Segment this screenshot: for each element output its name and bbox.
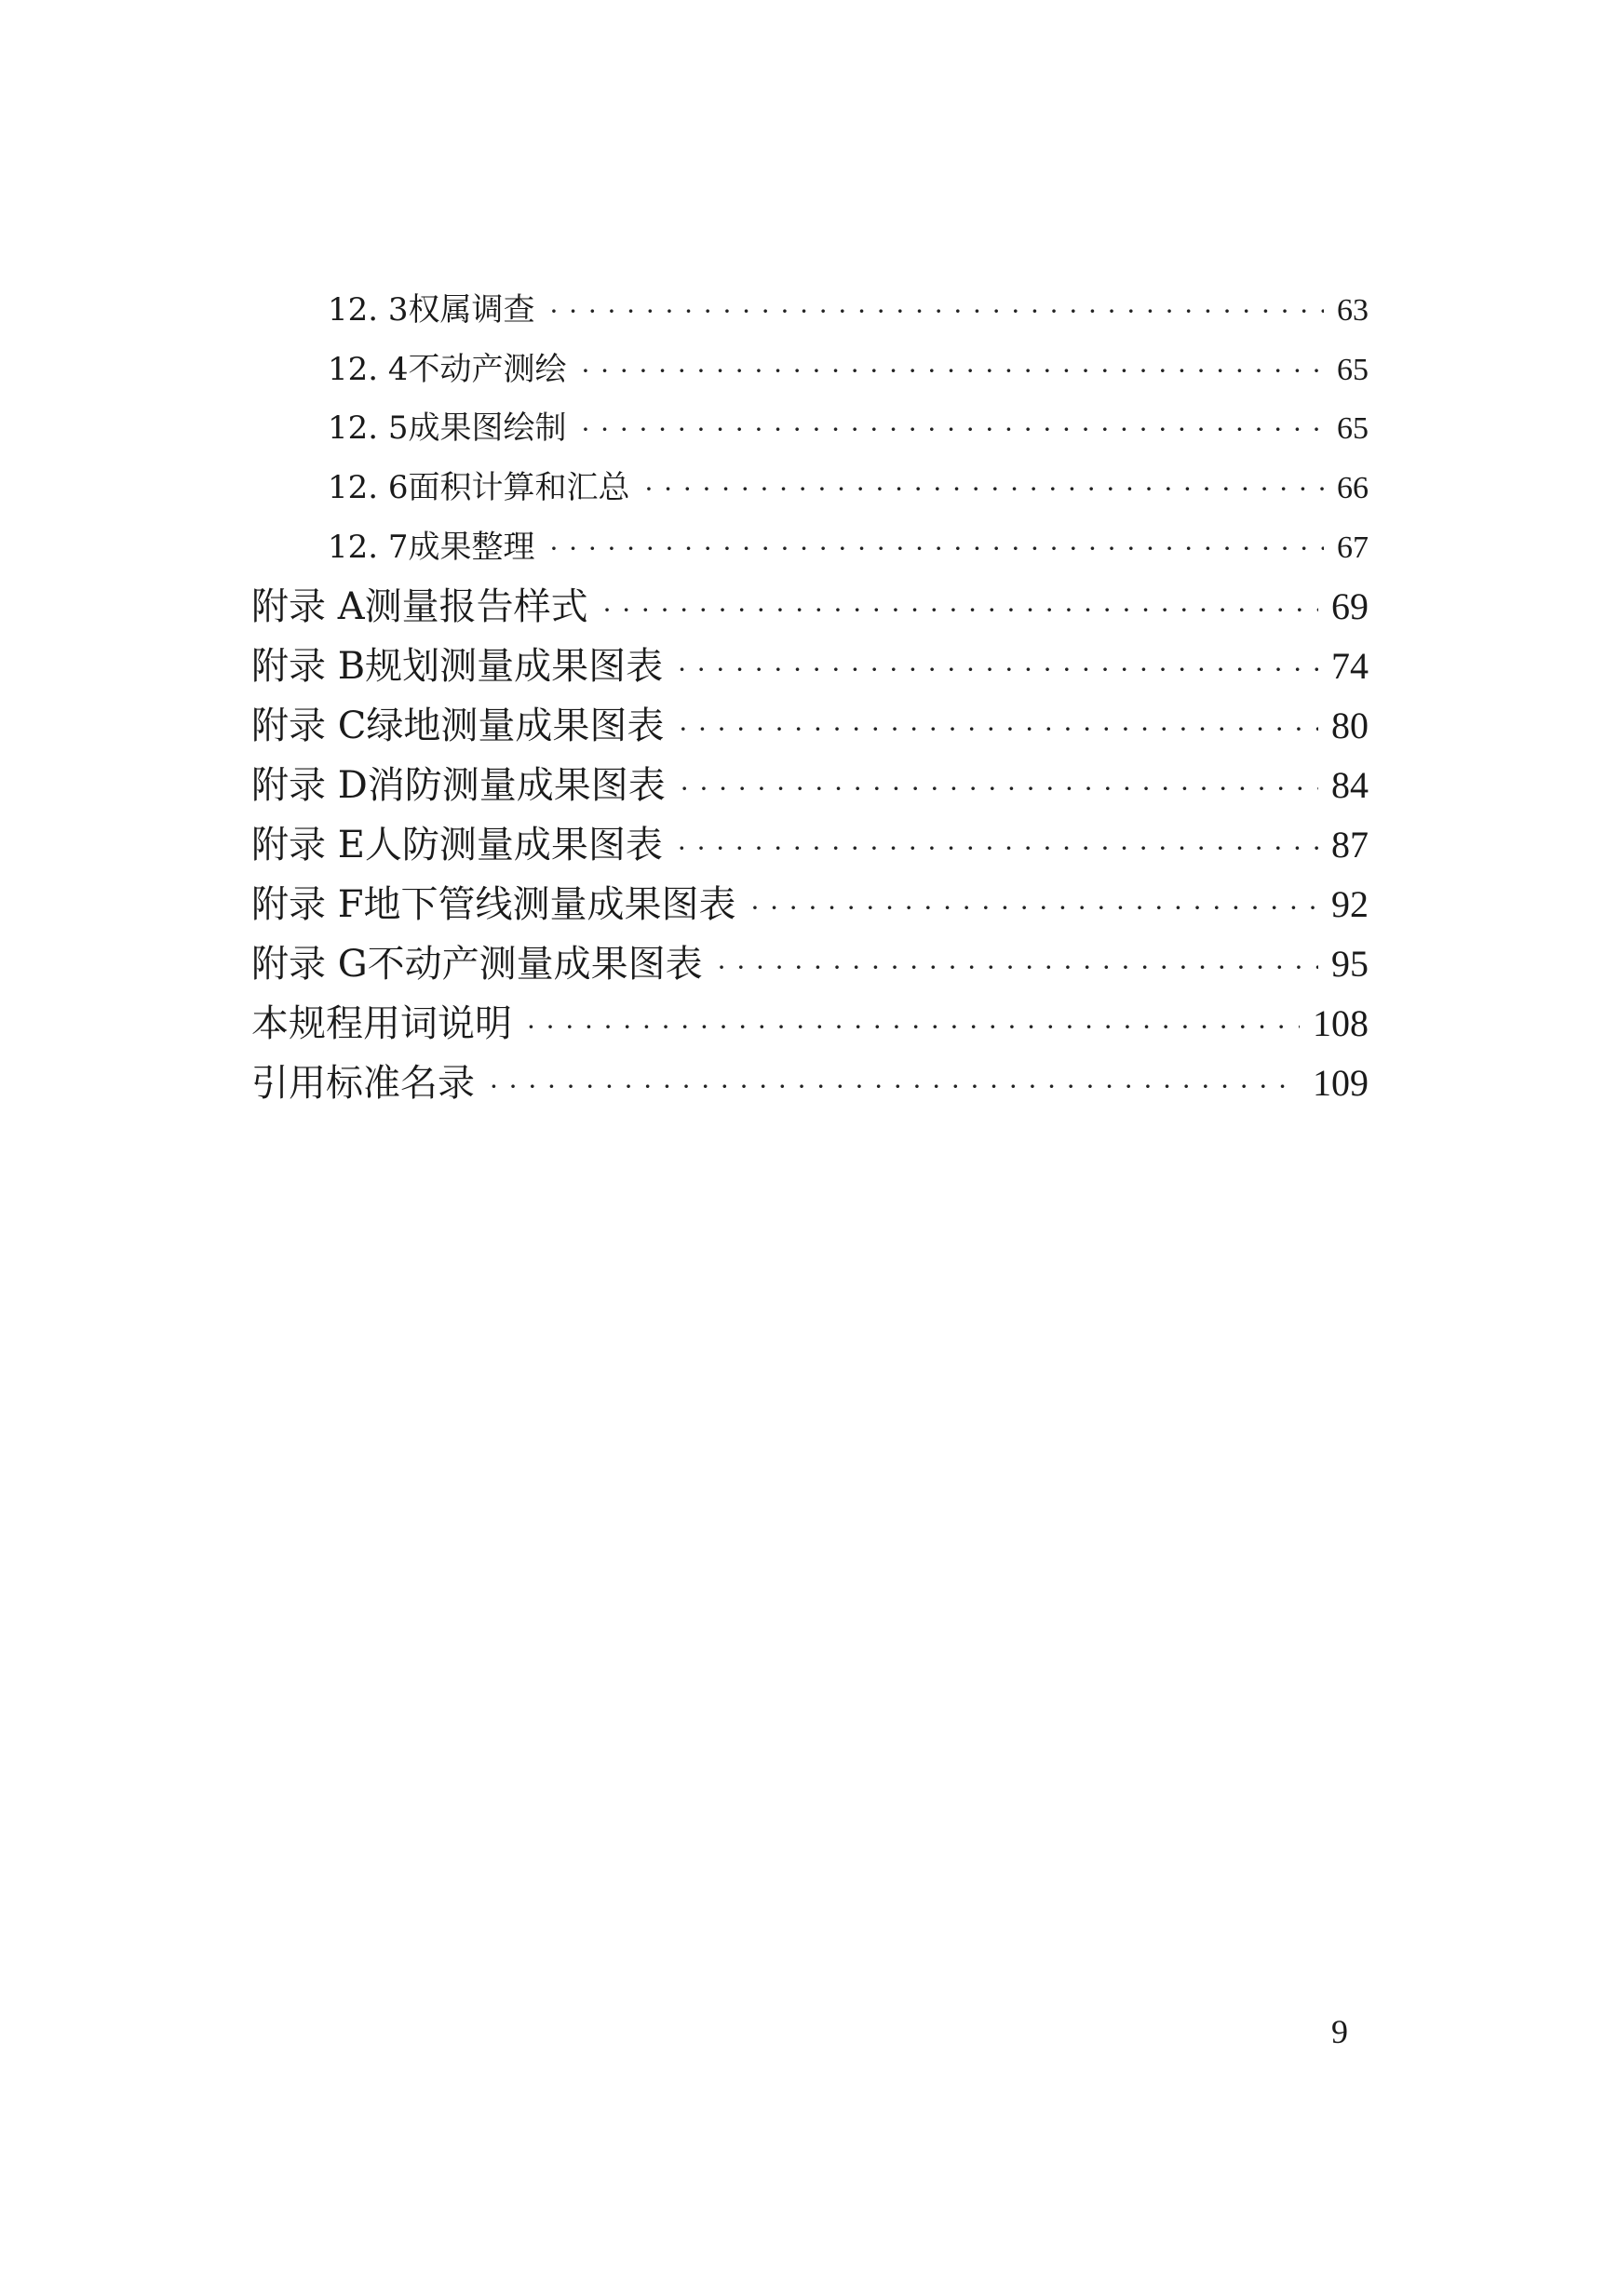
toc-entry-number: 附录 A — [251, 585, 365, 628]
toc-entry-title: 本规程用词说明 — [251, 1002, 512, 1045]
dot-leader — [678, 654, 1318, 685]
toc-entry-number: 附录 D — [251, 764, 368, 807]
toc-entry-title: 消防测量成果图表 — [367, 764, 666, 807]
toc-entry-number: 12. 5 — [328, 410, 409, 447]
dot-leader — [550, 533, 1324, 564]
dot-leader — [603, 595, 1318, 625]
toc-entry-number: 附录 E — [251, 824, 365, 866]
toc-entry-title: 不动产测量成果图表 — [367, 943, 703, 986]
toc-entry-title: 人防测量成果图表 — [364, 824, 663, 866]
toc-entry-page: 66 — [1337, 471, 1369, 505]
toc-entry-number: 12. 7 — [328, 529, 409, 566]
dot-leader — [718, 952, 1318, 983]
toc-entry-page: 108 — [1313, 1002, 1369, 1044]
toc-entry-terms-explanation[interactable] — [251, 994, 1369, 1047]
toc-entry-page: 109 — [1313, 1062, 1369, 1104]
toc-entry-title: 成果整理 — [408, 529, 535, 566]
toc-entry-page: 87 — [1331, 824, 1369, 866]
toc-entry-title: 引用标准名录 — [251, 1062, 475, 1105]
toc-entry-appendix-g[interactable] — [251, 934, 1369, 987]
toc-entry-number: 12. 3 — [328, 291, 409, 329]
dot-leader — [750, 893, 1318, 923]
toc-entry-page: 92 — [1331, 883, 1369, 925]
dot-leader — [681, 773, 1318, 804]
dot-leader — [527, 1012, 1300, 1042]
toc-entry-title: 成果图绘制 — [408, 410, 567, 447]
toc-entry-title: 不动产测绘 — [408, 351, 567, 388]
toc-entry-page: 74 — [1331, 645, 1369, 687]
toc-entry-12-4[interactable] — [328, 343, 1369, 389]
toc-entry-page: 65 — [1337, 411, 1369, 446]
toc-entry-12-5[interactable] — [328, 402, 1369, 448]
toc-entry-cited-standards[interactable] — [251, 1054, 1369, 1107]
toc-entry-appendix-d[interactable] — [251, 756, 1369, 809]
toc-entry-number: 12. 6 — [328, 469, 409, 506]
toc-entry-appendix-c[interactable] — [251, 696, 1369, 749]
dot-leader — [490, 1071, 1300, 1102]
toc-entry-page: 69 — [1331, 585, 1369, 627]
toc-entry-12-3[interactable] — [328, 284, 1369, 329]
toc-entry-page: 95 — [1331, 943, 1369, 985]
toc-entry-title: 面积计算和汇总 — [408, 469, 630, 506]
toc-entry-number: 附录 F — [251, 883, 364, 926]
toc-entry-page: 84 — [1331, 764, 1369, 806]
dot-leader — [678, 833, 1318, 864]
toc-entry-page: 67 — [1337, 530, 1369, 565]
toc-entry-title: 绿地测量成果图表 — [366, 705, 665, 747]
toc-entry-appendix-a[interactable] — [251, 577, 1369, 630]
dot-leader — [550, 296, 1324, 327]
toc-entry-number: 12. 4 — [328, 351, 409, 388]
toc-entry-page: 65 — [1337, 353, 1369, 387]
toc-entry-title: 规划测量成果图表 — [365, 645, 664, 688]
toc-entry-title: 权属调查 — [408, 291, 535, 329]
toc-entry-number: 附录 C — [251, 705, 367, 747]
toc-entry-12-7[interactable] — [328, 521, 1369, 567]
toc-entry-title: 测量报告样式 — [364, 585, 588, 628]
toc-entry-appendix-b[interactable] — [251, 637, 1369, 690]
dot-leader — [645, 474, 1324, 504]
toc-entry-page: 80 — [1331, 705, 1369, 746]
toc-entry-number: 附录 G — [251, 943, 368, 986]
dot-leader — [582, 414, 1324, 445]
toc-entry-appendix-e[interactable] — [251, 815, 1369, 868]
dot-leader — [679, 714, 1318, 745]
toc-entry-12-6[interactable] — [328, 462, 1369, 507]
toc-entry-page: 63 — [1337, 293, 1369, 328]
toc-entry-number: 附录 B — [251, 645, 366, 688]
page-number: 9 — [1331, 2013, 1348, 2050]
dot-leader — [582, 356, 1324, 386]
toc-entry-appendix-f[interactable] — [251, 875, 1369, 928]
toc-entry-title: 地下管线测量成果图表 — [363, 883, 736, 926]
